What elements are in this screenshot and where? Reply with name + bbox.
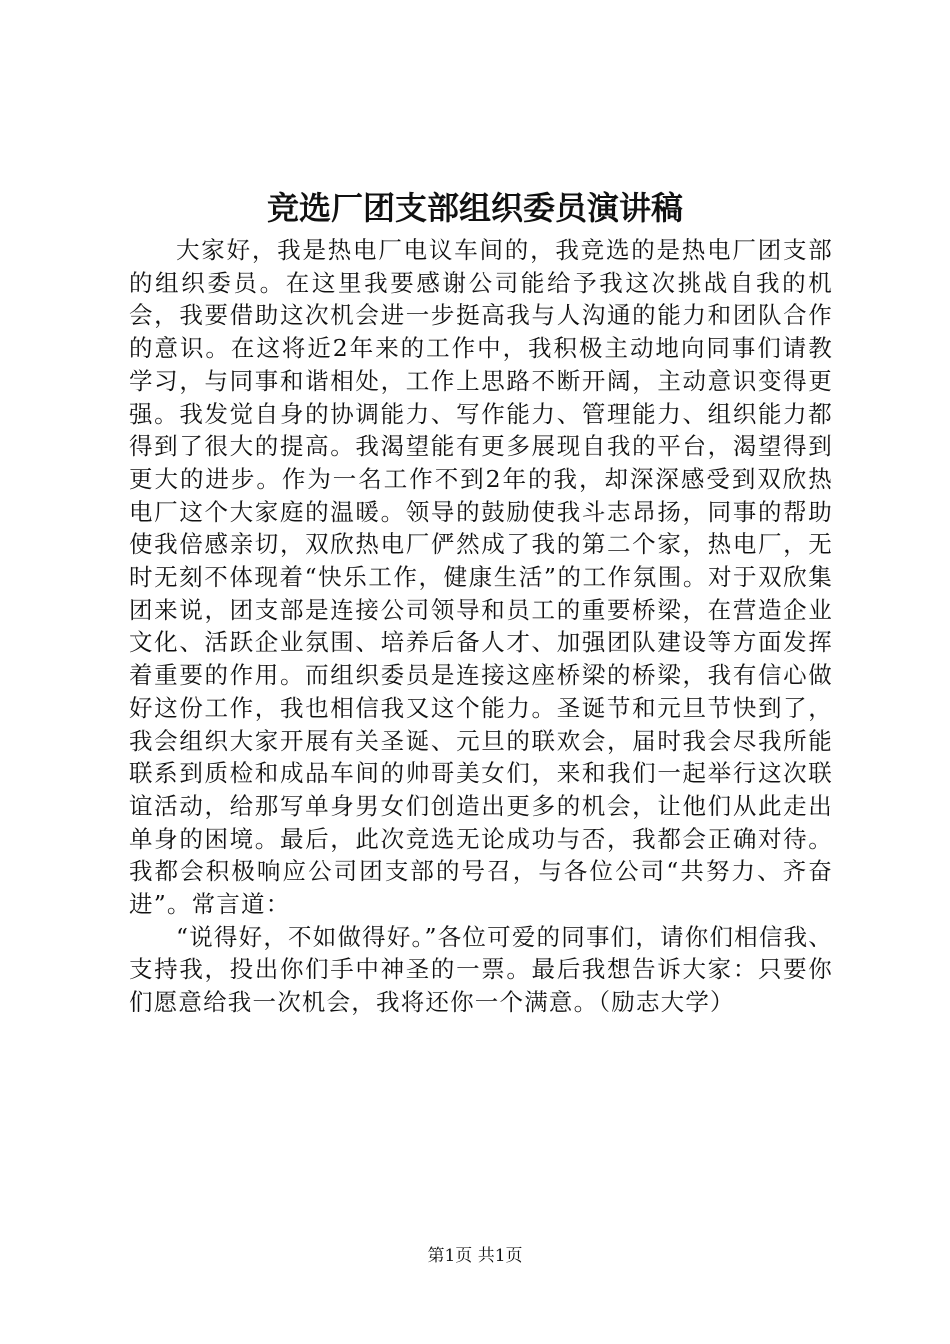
page-footer: 第1页 共1页 bbox=[427, 1246, 523, 1266]
body-paragraph-1: 大家好，我是热电厂电议车间的，我竞选的是热电厂团支部的组织委员。在这里我要感谢公司能给予我这次挑战自我的机会，我要借助这次机会进一步挺高我与人沟通的能力和团队合作的意识。在这将近2年来的工作中，我积极主动地向同事们请教学习，与同事和谐相处，工作上思路不断开阔，主动意识变得更强。我发觉自身的协调能力、写作能力、管理能力、组织能力都得到了很大的提高。我渴望能有更多展现自我的平台，渴望得到更大的进步。作为一名工作不到2年的我，却深深感受到双欣热电厂这个大家庭的温暖。领导的鼓励使我斗志昂扬，同事的帮助使我倍感亲切，双欣热电厂俨然成了我的第二个家，热电厂，无时无刻不体现着“快乐工作，健康生活”的工作氛围。对于双欣集团来说，团支部是连接公司领导和员工的重要桥梁，在营造企业文化、活跃企业氛围、培养后备人才、加强团队建设等方面发挥着重要的作用。而组织委员是连接这座桥梁的桥梁，我有信心做好这份工作，我也相信我又这个能力。圣诞节和元旦节快到了，我会组织大家开展有关圣诞、元旦的联欢会，届时我会尽我所能联系到质检和成品车间的帅哥美女们，来和我们一起举行这次联谊活动，给那写单身男女们创造出更多的机会，让他们从此走出单身的困境。最后，此次竞选无论成功与否，我都会正确对待。我都会积极响应公司团支部的号召，与各位公司“共努力、齐奋进”。常言道： bbox=[129, 236, 833, 919]
body-paragraph-2: “说得好，不如做得好。”各位可爱的同事们，请你们相信我、支持我，投出你们手中神圣的一票。最后我想告诉大家：只要你们愿意给我一次机会，我将还你一个满意。（励志大学） bbox=[129, 922, 833, 1017]
document-body bbox=[129, 234, 833, 1019]
document-title: 竞选厂团支部组织委员演讲稿 bbox=[266, 189, 683, 227]
